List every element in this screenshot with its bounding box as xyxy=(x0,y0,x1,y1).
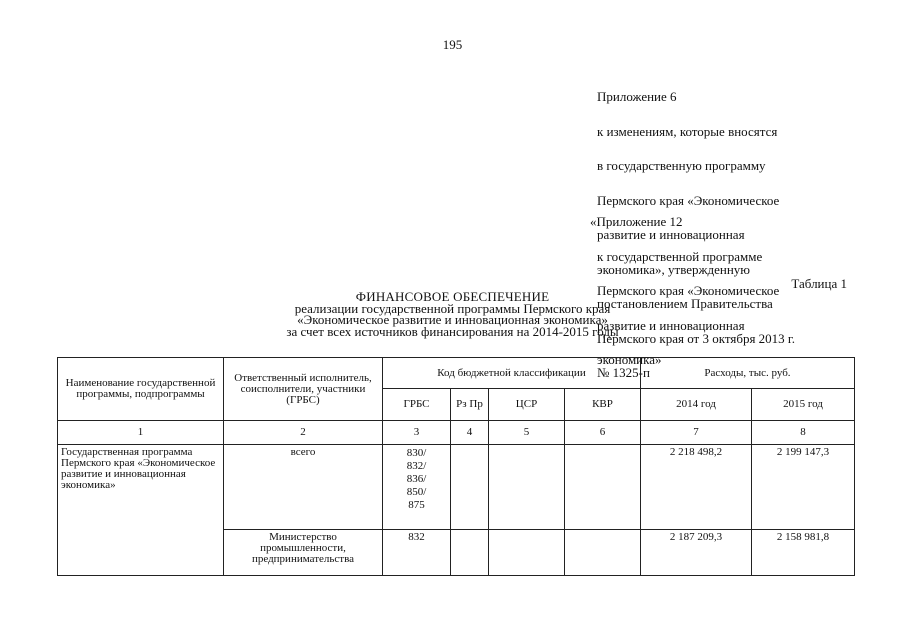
appendix12-line: экономика» xyxy=(597,352,662,367)
column-numbers-row xyxy=(58,421,855,445)
header-row xyxy=(58,358,855,389)
column-number: 4 xyxy=(451,421,489,445)
rz-pr-cell xyxy=(451,445,489,530)
header-csr: ЦСР xyxy=(489,389,565,421)
appendix6-line: Пермского края от 3 октября 2013 г. xyxy=(597,330,796,346)
grbs-code: 830/ xyxy=(406,447,427,459)
amount-2014-cell: 2 218 498,2 xyxy=(641,445,752,530)
column-number: 7 xyxy=(641,421,752,445)
appendix6-line: № 1325-п xyxy=(597,365,650,380)
document-title xyxy=(0,291,905,337)
appendix12-line: к государственной программе xyxy=(597,248,763,264)
column-number: 2 xyxy=(224,421,383,445)
grbs-cell xyxy=(383,445,451,530)
header-grbs: ГРБС xyxy=(383,389,451,421)
column-number: 1 xyxy=(58,421,224,445)
header-rz-pr: Рз Пр xyxy=(451,389,489,421)
appendix12-line: Пермского края «Экономическое xyxy=(597,283,780,298)
appendix12-line: «Приложение 12 xyxy=(590,214,683,229)
header-executor: Ответственный исполнитель, соисполнители, участники (ГРБС) xyxy=(224,358,383,421)
header-expenses: Расходы, тыс. руб. xyxy=(641,358,855,389)
header-2014: 2014 год xyxy=(641,389,752,421)
header-kvr: КВР xyxy=(565,389,641,421)
title-line: за счет всех источников финансирования на 2014-2015 годы xyxy=(286,323,619,339)
appendix6-line: в государственную программу xyxy=(597,158,766,173)
grbs-code: 836/ xyxy=(406,473,427,485)
appendix6-line: постановлением Правительства xyxy=(597,296,773,311)
appendix6-line: Приложение 6 xyxy=(597,89,677,104)
amount-2015-cell: 2 158 981,8 xyxy=(752,530,855,576)
title-main: ФИНАНСОВОЕ ОБЕСПЕЧЕНИЕ xyxy=(355,289,550,304)
column-number: 6 xyxy=(565,421,641,445)
appendix6-line: к изменениям, которые вносятся xyxy=(597,123,778,139)
appendix-12-note xyxy=(590,193,779,377)
amount-2015-cell: 2 199 147,3 xyxy=(752,445,855,530)
rz-pr-cell xyxy=(451,530,489,576)
csr-cell xyxy=(489,530,565,576)
appendix6-line: экономика», утвержденную xyxy=(597,261,751,277)
amount-2014-cell: 2 187 209,3 xyxy=(641,530,752,576)
table-row xyxy=(58,445,855,530)
header-budget-code: Код бюджетной классификации xyxy=(383,358,641,389)
grbs-code: 875 xyxy=(408,499,425,511)
grbs-code: 850/ xyxy=(406,486,427,498)
appendix12-line: развитие и инновационная xyxy=(597,317,745,333)
table-label: Таблица 1 xyxy=(791,276,847,291)
csr-cell xyxy=(489,445,565,530)
column-number: 3 xyxy=(383,421,451,445)
title-line: реализации государственной программы Пермского края xyxy=(294,300,611,316)
kvr-cell xyxy=(565,445,641,530)
grbs-cell: 832 xyxy=(383,530,451,576)
financing-table xyxy=(57,357,855,576)
header-program-name: Наименование государственной программы, подпрограммы xyxy=(58,358,224,421)
title-line: «Экономическое развитие и инновационная экономика» xyxy=(297,312,608,328)
executor-cell: всего xyxy=(224,445,383,530)
column-number: 8 xyxy=(752,421,855,445)
program-name-cell: Государственная программа Пермского края «Экономическое развитие и инновационная экономика» xyxy=(58,445,224,576)
column-number: 5 xyxy=(489,421,565,445)
page-number: 195 xyxy=(442,37,463,52)
appendix6-line: развитие и инновационная xyxy=(597,227,745,242)
executor-cell: Министерство промышленности, предпринимательства xyxy=(224,530,383,576)
header-2015: 2015 год xyxy=(752,389,855,421)
appendix6-line: Пермского края «Экономическое xyxy=(597,192,780,208)
kvr-cell xyxy=(565,530,641,576)
grbs-code: 832/ xyxy=(406,460,427,472)
